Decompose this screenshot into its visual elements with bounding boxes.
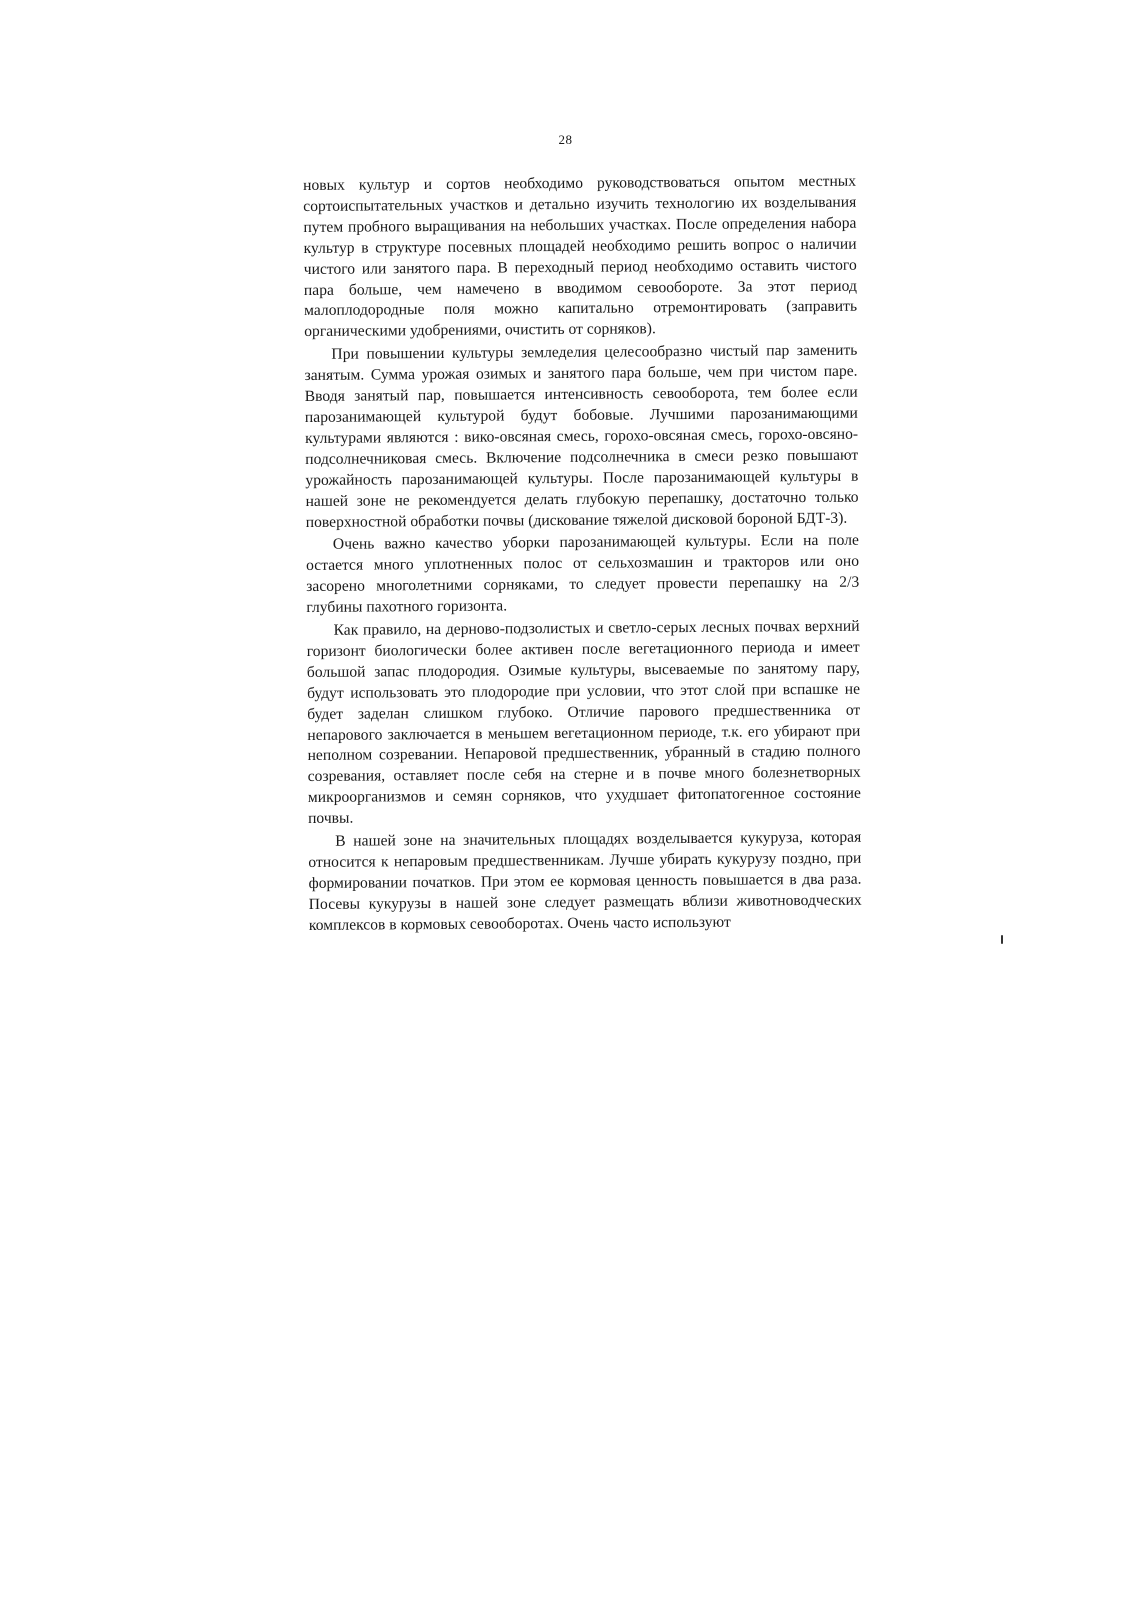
paragraph: Очень важно качество уборки парозанимающей культуры. Если на поле остается много уплотненных полос от сельхозмашин и тракторов или оно засорено многолетними сорняками, то следует провести перепашку на 2/3 глубины пахотного горизонта.: [305, 532, 860, 617]
paragraph: Как правило, на дерново-подзолистых и светло-серых лесных почвах верхний горизонт биологически более активен после вегетационного периода и имеет большой запас плодородия. Озимые культуры, высеваемые по занятому пару, будут использовать это плодородие при условии, что этот слой при вспашке не будет заделан слишком глубоко. Отличие парового предшественника от непарового заключается в меньшем вегетационном периоде, т.к. его убирают при неполном созревании. Непаровой предшественник, убранный в стадию полного созревания, оставляет после себя на стерне и в почве много болезнетворных микроорганизмов и семян сорняков, что ухудшает фитопатогенное состояние почвы.: [306, 617, 861, 828]
paragraph: При повышении культуры земледелия целесообразно чистый пар заменить занятым. Сумма урожая озимых и занятого пара больше, чем при чистом паре. Вводя занятый пар, повышается интенсивность севооборота, тем более если парозанимающей культурой будут бобовые. Лучшими парозанимающими культурами являются : вико-овсяная смесь, горохо-овсяная смесь, горохо-овсяно-подсолнечниковая смесь. Включение подсолнечника в смеси резко повышают урожайность парозанимающей культуры. После парозанимающей культуры в нашей зоне не рекомендуется делать глубокую перепашку, достаточно только поверхностной обработки почвы (дискование тяжелой дисковой бороной БДТ-3).: [304, 341, 859, 531]
body-text: [303, 172, 862, 937]
paragraph: новых культур и сортов необходимо руководствоваться опытом местных сортоиспытательных участков и детально изучить технологию их возделывания путем пробного выращивания на небольших участках. После определения набора культур в структуре посевных площадей необходимо решить вопрос о наличии чистого или занятого пара. В переходный период необходимо оставить чистого пара больше, чем намечено в вводимом севообороте. За этот период малоплодородные поля можно капитально отремонтировать (заправить органическими удобрениями, очистить от сорняков).: [303, 172, 858, 341]
scan-speck: [1001, 935, 1003, 944]
page-number: 28: [558, 132, 573, 147]
paragraph: В нашей зоне на значительных площадях возделывается кукуруза, которая относится к непаровым предшественникам. Лучше убирать кукурузу поздно, при формировании початков. При этом ее кормовая ценность повышается в два раза. Посевы кукурузы в нашей зоне следует размещать вблизи животноводческих комплексов в кормовых севооборотах. Очень часто используют: [308, 828, 862, 934]
